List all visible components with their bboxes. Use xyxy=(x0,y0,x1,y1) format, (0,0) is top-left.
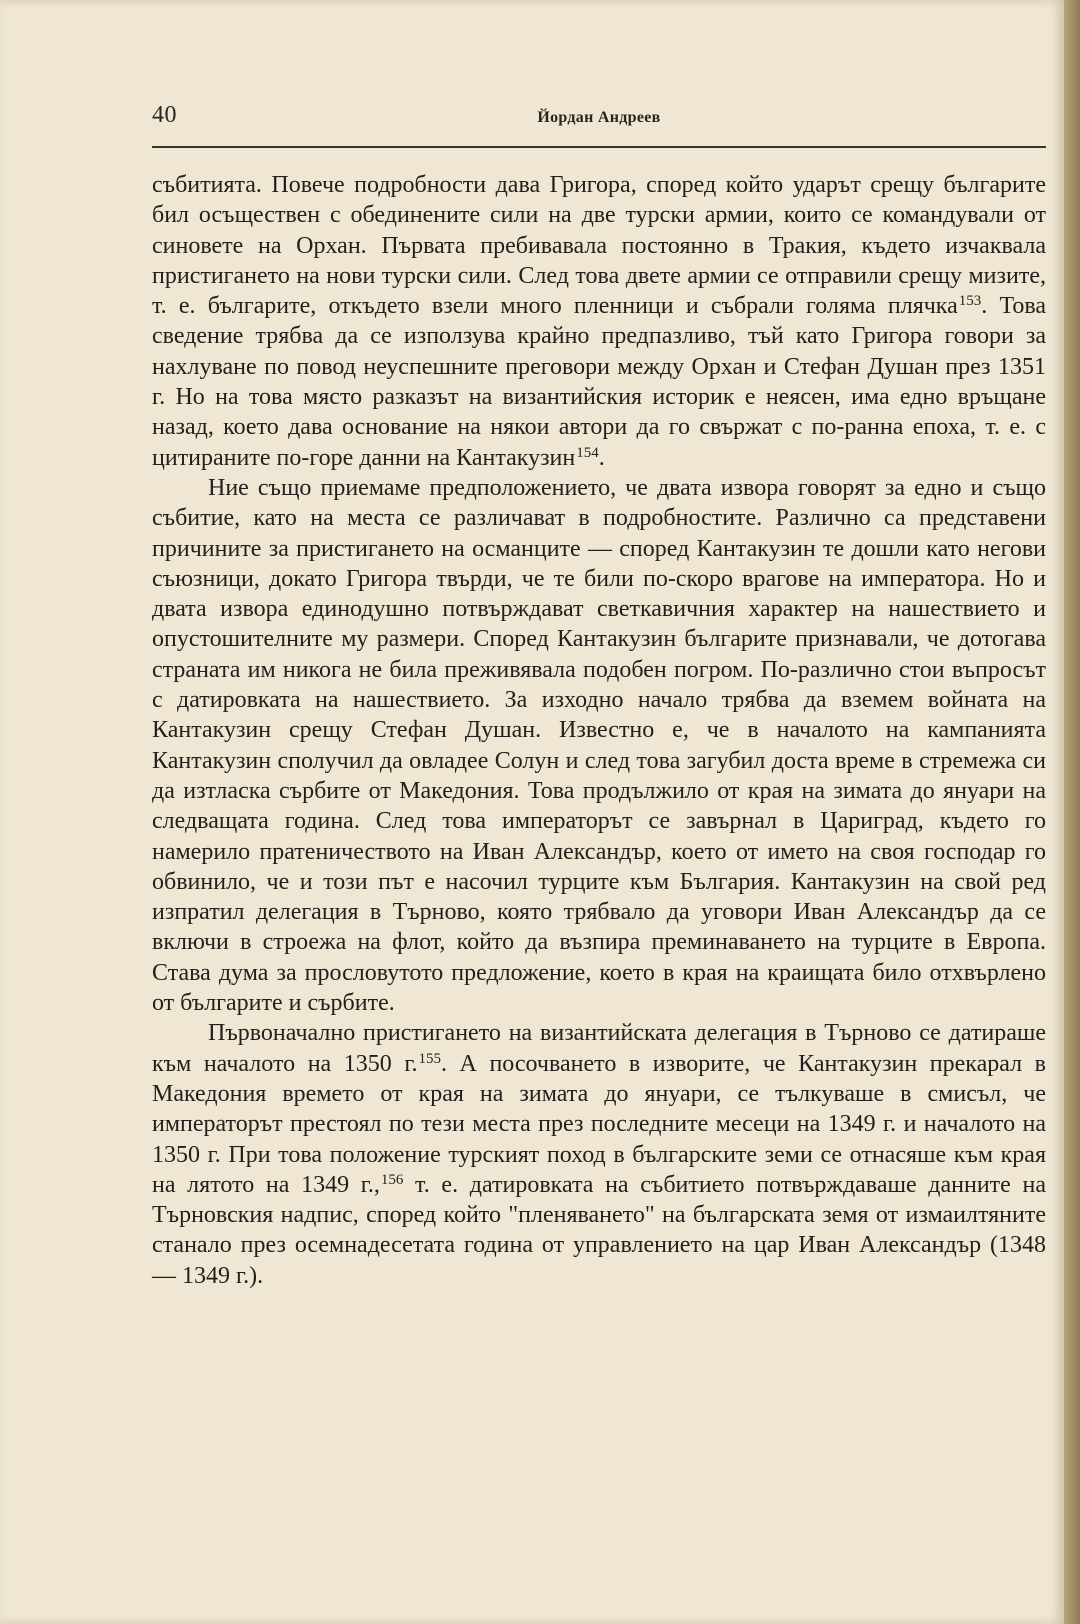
paragraph-text: . Това сведение трябва да се използува крайно предпазливо, тъй като Григора говори за нахлуване по повод неуспешните преговори между Орхан и Стефан Душан през 1351 г. Но на това място разказът на византийския историк е неясен, има едно връщане назад, което дава основание на някои автори да го свържат с по-ранна епоха, т. е. с цитираните по-горе данни на Кантакузин xyxy=(152,293,1046,471)
footnote-ref-154: 154 xyxy=(576,444,599,461)
paragraph-text: . А посочването в изворите, че Кантакузин прекарал в Македония времето от края на зимата до януари, се тълкуваше в смисъл, че императорът престоял по тези места през последните месеци на 1349 г. и началото на 1350 г. При това положение турският поход в българските земи се отнасяше към края на лятото на 1349 г., xyxy=(152,1050,1046,1198)
footnote-ref-156: 156 xyxy=(380,1171,404,1188)
book-spine-edge xyxy=(1064,0,1080,1624)
paragraph-text: . xyxy=(598,444,605,471)
page-number: 40 xyxy=(152,102,177,128)
paragraph-text: Ние също приемаме предположението, че двата извора говорят за едно и също събитие, като на места се различават в подробностите. Различно са представени причините за пристигането на османците — според Кантакузин те дошли като негови съюзници, докато Григора твърди, че те били по-скоро врагове на императора. Но и двата извора единодушно потвърждават светкавичния характер на нашествието и опустошителните му размери. Според Кантакузин българите признавали, че дотогава страната им никога не била преживявала подобен погром. По-различно стои въпросът с датировката на нашествието. За изходно начало трябва да вземем войната на Кантакузин срещу Стефан Душан. Известно е, че в началото на кампанията Кантакузин сполучил да овладее Солун и след това загубил доста време в стремежа си да изтласка сърбите от Македония. Това продължило от края на зимата до януари на следващата година. След това императорът се завърнал в Цариград, където го намерило пратеничеството на Иван Александър, което от името на своя господар го обвинило, че и този път е насочил турците към България. Кантакузин на свой ред изпратил делегация в Търново, която трябвало да уговори Иван Александър да се включи в строежа на флот, който да възпира преминаването на турците в Европа. Става дума за прословутото предложение, което в края на краищата било отхвърлено от българите и сърбите. xyxy=(152,474,1046,1017)
paragraph-text: Първоначално пристигането на византийската делегация в Търново се датираше към началото на 1350 г. xyxy=(152,1020,1046,1077)
header-rule xyxy=(152,146,1046,148)
page-header xyxy=(152,102,1046,142)
footnote-ref-153: 153 xyxy=(958,293,982,310)
paragraph-3 xyxy=(152,1018,1046,1291)
footnote-ref-155: 155 xyxy=(418,1050,441,1067)
paragraph-1 xyxy=(152,170,1046,473)
body-text xyxy=(152,170,1046,1291)
paragraph-2 xyxy=(152,473,1046,1018)
paragraph-text: т. е. датировката на събитието потвърждаваше данните на Търновския надпис, според който "пленяването" на българската земя от измаилтяните станало през осемнадесетата година от управлението на цар Иван Александър (1348 — 1349 г.). xyxy=(152,1171,1046,1289)
running-head-author: Йордан Андреев xyxy=(537,109,661,126)
paragraph-text: събитията. Повече подробности дава Григора, според който ударът срещу българите бил осъществен с обединените сили на две турски армии, които се командували от синовете на Орхан. Първата пребивавала постоянно в Тракия, където изчаквала пристигането на нови турски сили. След това двете армии се отправили срещу мизите, т. е. българите, откъдето взели много пленници и събрали голяма плячка xyxy=(152,172,1046,320)
